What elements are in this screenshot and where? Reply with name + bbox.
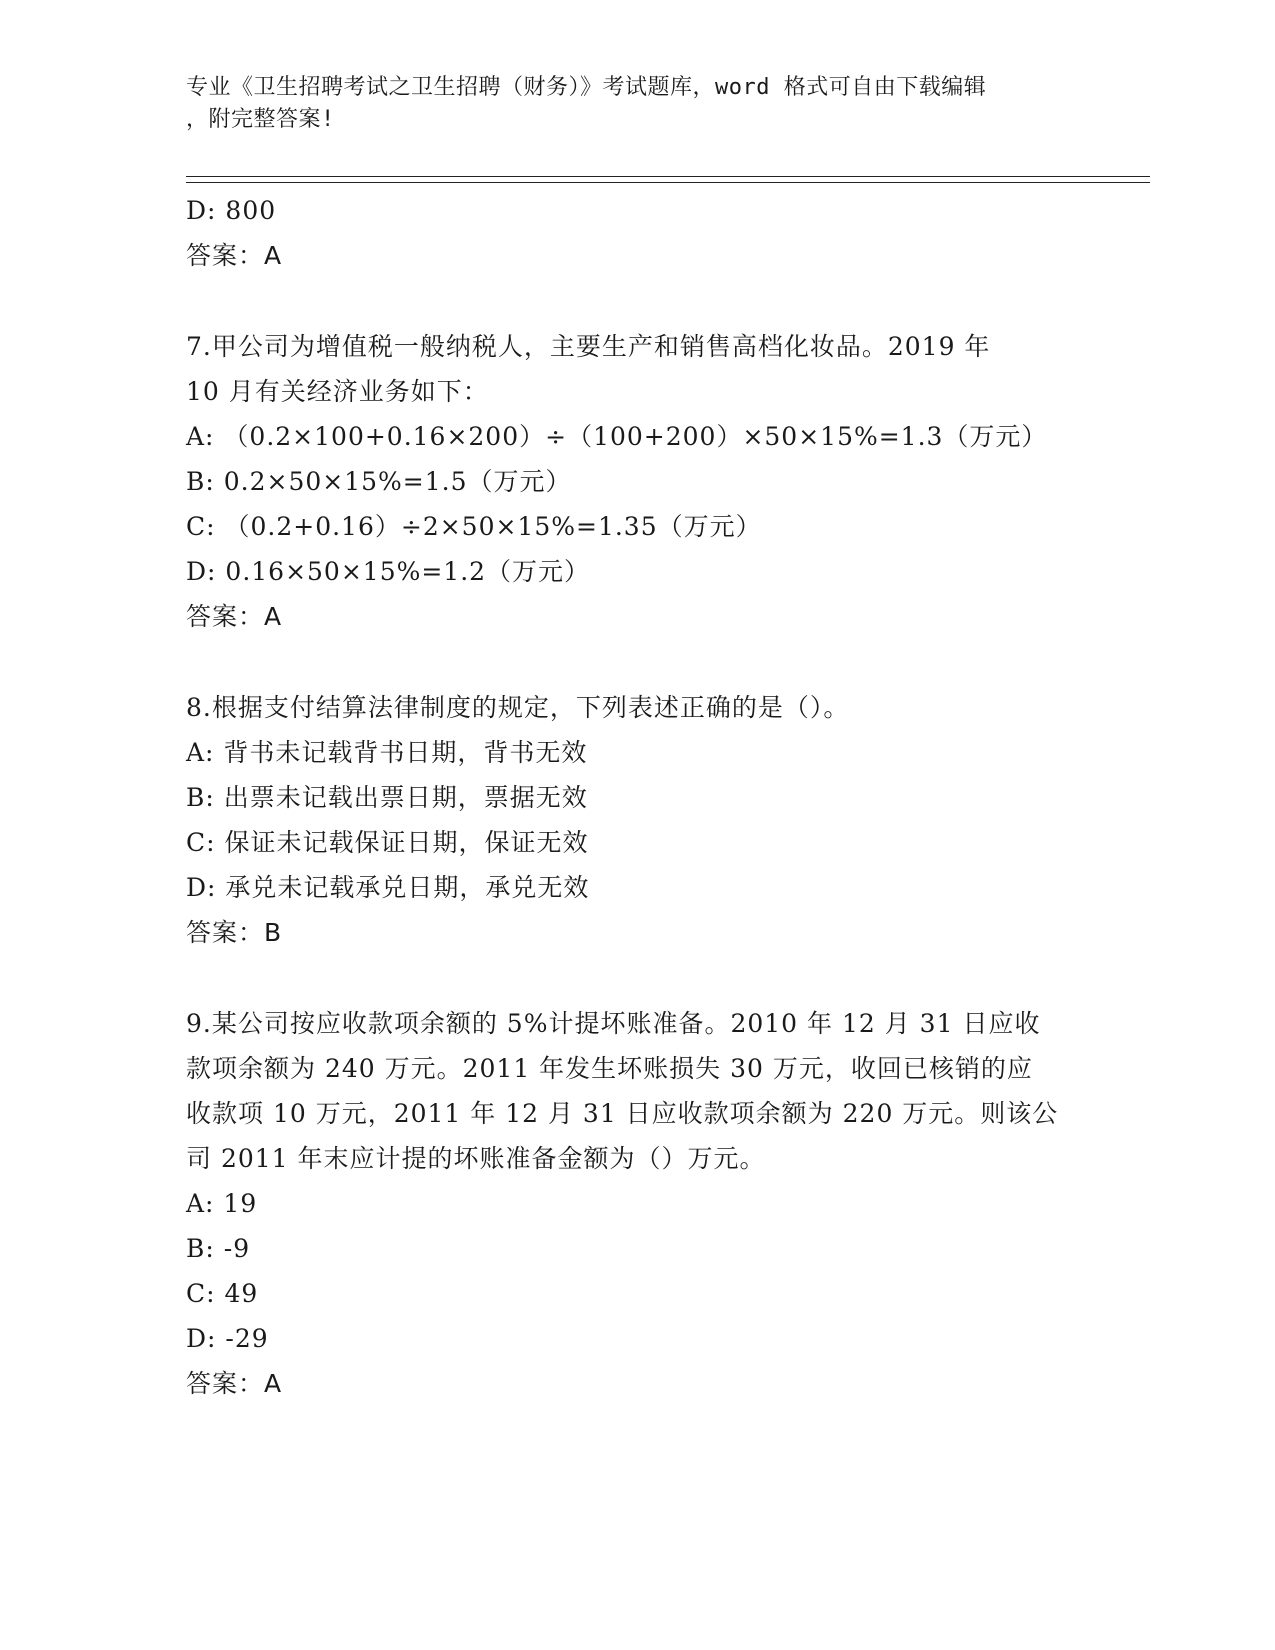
header-line-2: ，附完整答案! (186, 107, 335, 132)
question-7-line-2: 10 月有关经济业务如下： (186, 377, 489, 406)
document-header (186, 72, 1066, 136)
spacer (186, 278, 1086, 324)
question-8-option-a: A: 背书未记载背书日期，背书无效 (186, 738, 588, 767)
question-9-option-a: A: 19 (186, 1189, 258, 1218)
question-7 (186, 324, 1086, 639)
header-line-1: 专业《卫生招聘考试之卫生招聘（财务）》考试题库，word 格式可自由下载编辑 (186, 75, 987, 100)
question-9-line-4: 司 2011 年末应计提的坏账准备金额为（）万元。 (186, 1144, 766, 1173)
question-9 (186, 1001, 1086, 1406)
document-body (186, 188, 1086, 1406)
question-8-line-1: 8.根据支付结算法律制度的规定，下列表述正确的是（）。 (186, 693, 850, 722)
question-7-answer: 答案：A (186, 602, 283, 631)
question-8 (186, 685, 1086, 955)
question-9-answer: 答案：A (186, 1369, 283, 1398)
question-9-option-c: C: 49 (186, 1279, 259, 1308)
header-rule-bottom (186, 182, 1150, 183)
prev-answer: 答案：A (186, 241, 283, 270)
question-7-option-c: C: （0.2+0.16）÷2×50×15%=1.35（万元） (186, 512, 762, 541)
question-8-option-b: B: 出票未记载出票日期，票据无效 (186, 783, 588, 812)
question-8-answer: 答案：B (186, 918, 283, 947)
question-7-option-a: A: （0.2×100+0.16×200）÷（100+200）×50×15%=1.3（万元） (186, 422, 1048, 451)
header-rule-top (186, 176, 1150, 177)
question-9-option-d: D: -29 (186, 1324, 269, 1353)
question-8-option-d: D: 承兑未记载承兑日期，承兑无效 (186, 873, 590, 902)
spacer (186, 639, 1086, 685)
question-9-line-1: 9.某公司按应收款项余额的 5%计提坏账准备。2010 年 12 月 31 日应收 (186, 1009, 1041, 1038)
question-8-option-c: C: 保证未记载保证日期，保证无效 (186, 828, 589, 857)
question-7-line-1: 7.甲公司为增值税一般纳税人，主要生产和销售高档化妆品。2019 年 (186, 332, 991, 361)
question-9-line-3: 收款项 10 万元，2011 年 12 月 31 日应收款项余额为 220 万元。则该公 (186, 1099, 1059, 1128)
question-7-option-b: B: 0.2×50×15%=1.5（万元） (186, 467, 572, 496)
prev-option-d: D: 800 (186, 196, 277, 225)
spacer (186, 955, 1086, 1001)
question-9-option-b: B: -9 (186, 1234, 251, 1263)
question-9-line-2: 款项余额为 240 万元。2011 年发生坏账损失 30 万元，收回已核销的应 (186, 1054, 1033, 1083)
question-7-option-d: D: 0.16×50×15%=1.2（万元） (186, 557, 591, 586)
